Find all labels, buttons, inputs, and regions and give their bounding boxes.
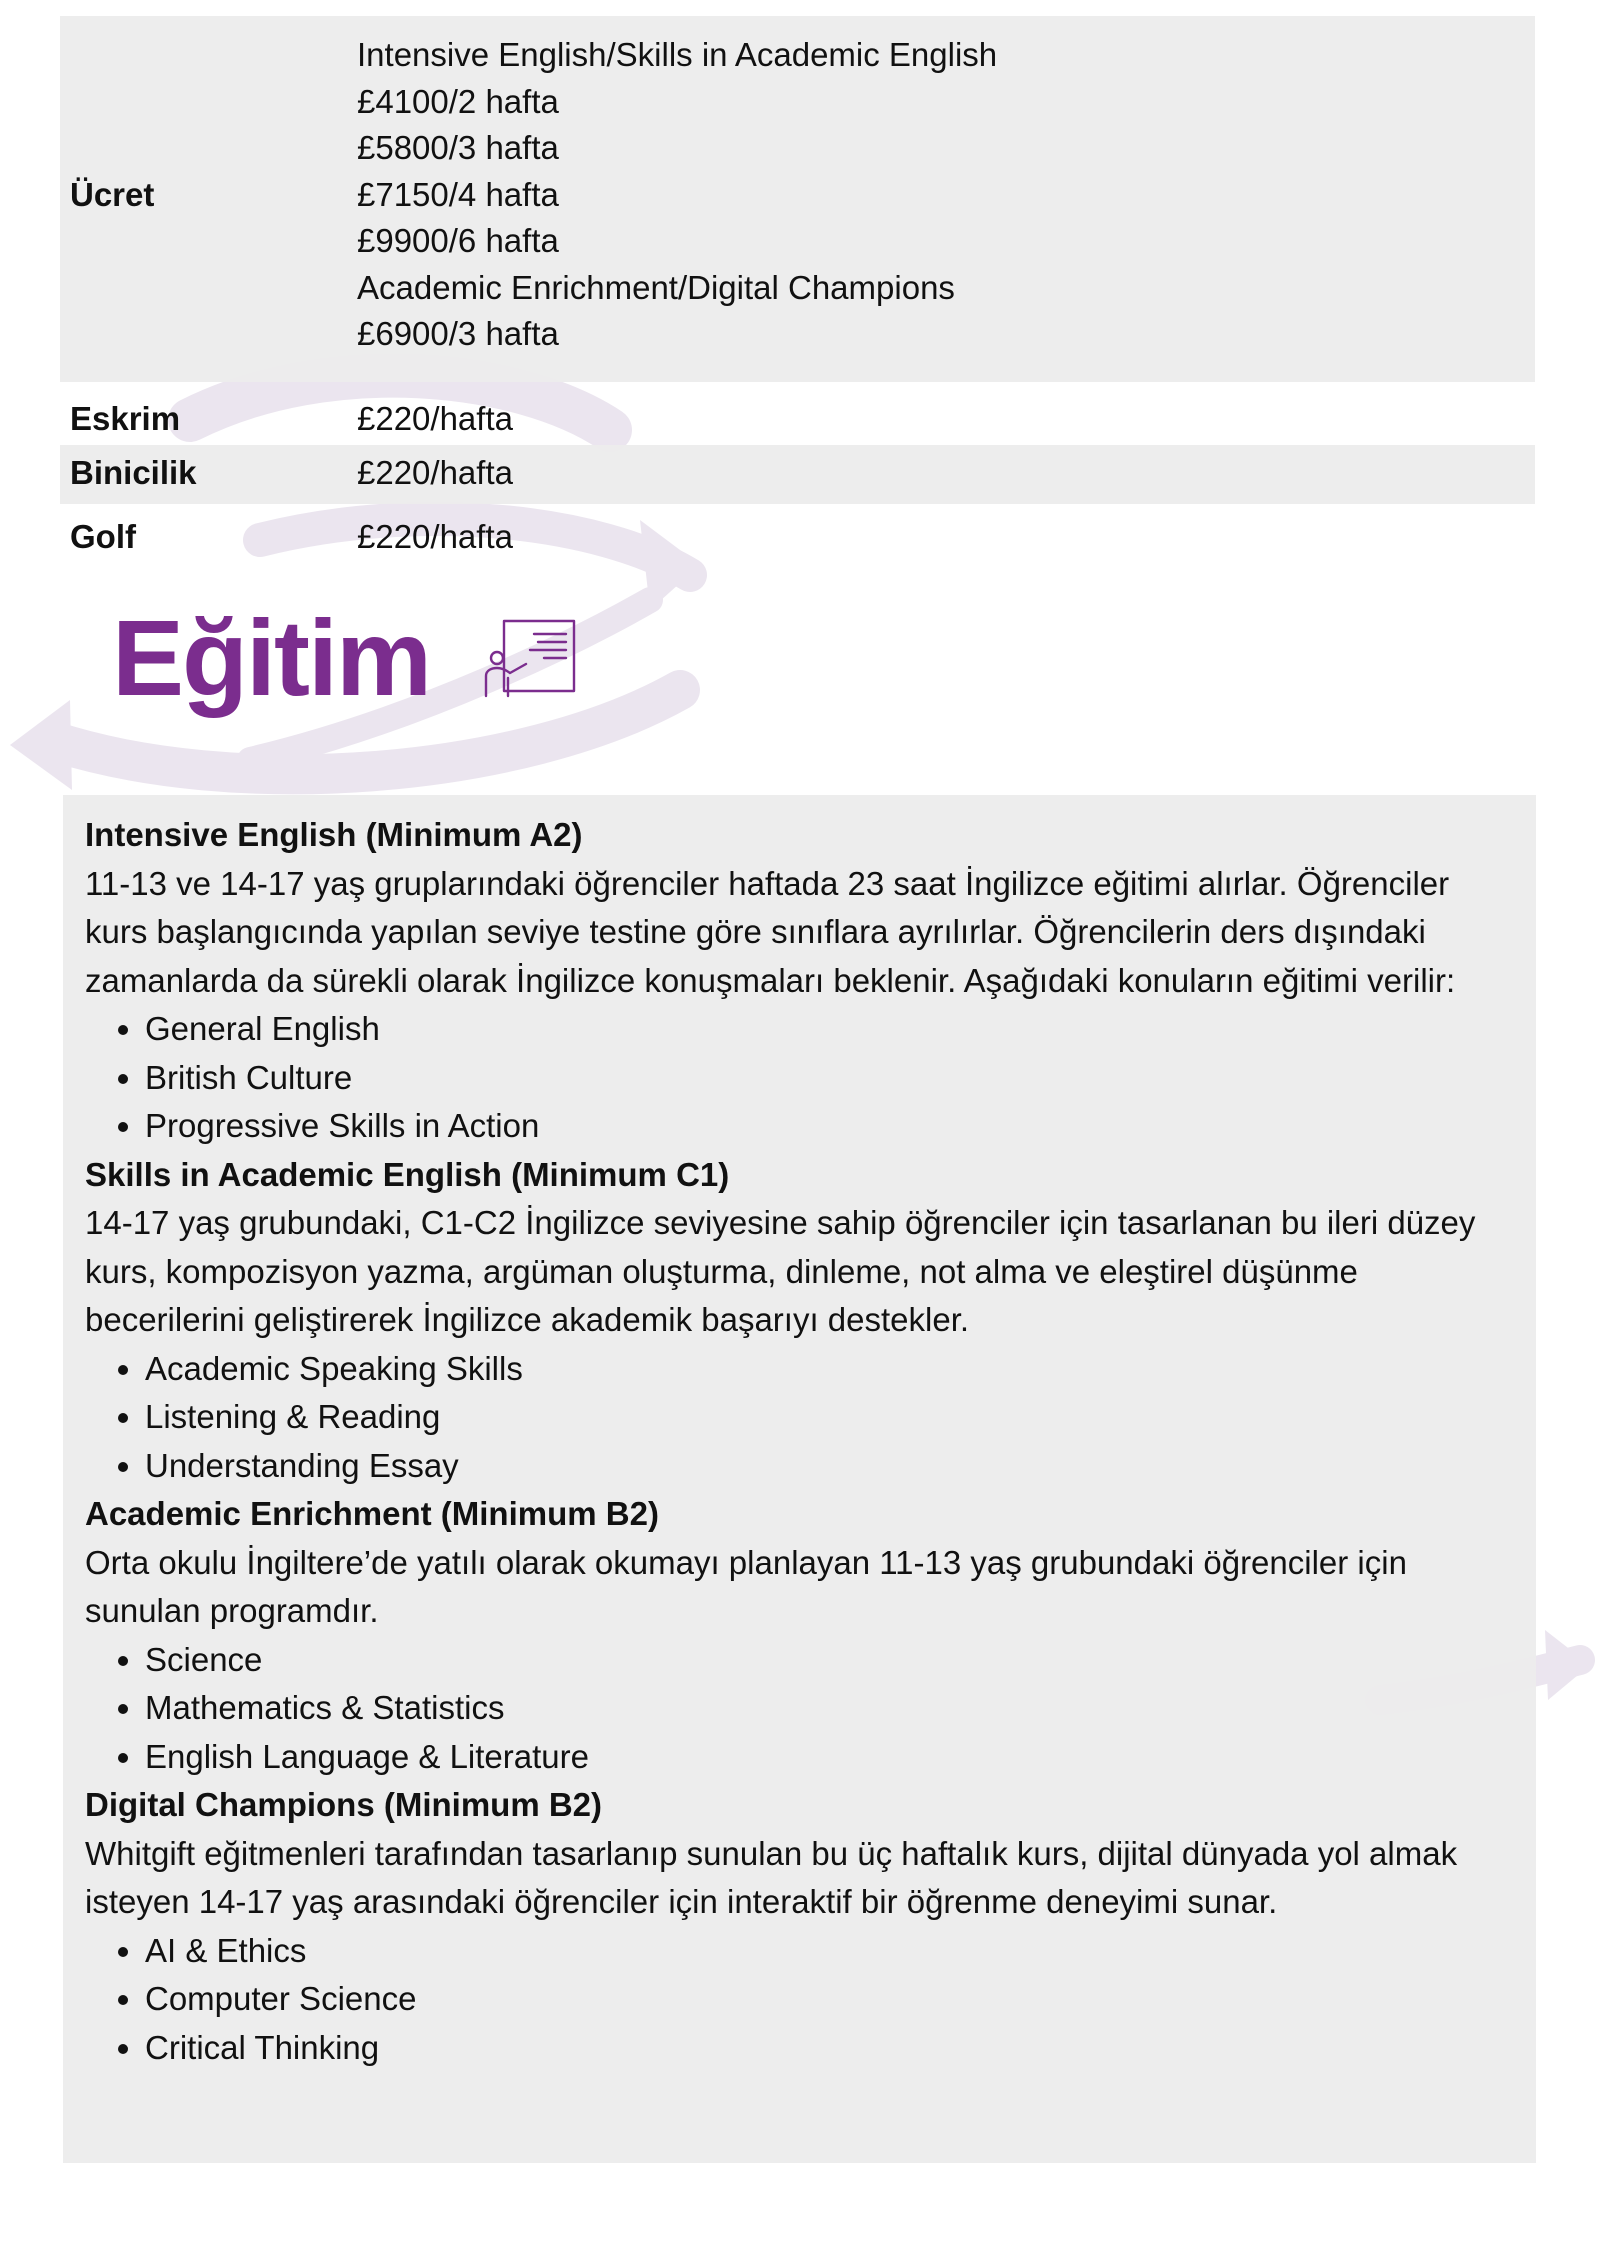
fee-values <box>357 32 1535 358</box>
fee-values <box>357 450 1535 497</box>
fee-values <box>357 396 1535 443</box>
fee-value: £220/hafta <box>357 399 513 437</box>
course-section <box>85 1781 1514 2072</box>
fee-value: Academic Enrichment/Digital Champions <box>357 268 955 306</box>
course-description: Orta okulu İngiltere’de yatılı olarak okumayı planlayan 11-13 yaş grubundaki öğrenciler için sunulan programdır. <box>85 1543 1407 1629</box>
course-topic-list <box>85 1927 1514 2073</box>
fee-value: £9900/6 hafta <box>357 222 559 259</box>
list-item: • Listening & Reading <box>145 1393 1514 1442</box>
fee-value: £6900/3 hafta <box>357 315 559 352</box>
fee-label: Binicilik <box>70 454 197 491</box>
fee-value: £7150/4 hafta <box>357 175 559 213</box>
education-heading <box>112 598 578 718</box>
list-item: • British Culture <box>145 1054 1514 1103</box>
fee-label: Ücret <box>70 175 155 213</box>
list-item: • Critical Thinking <box>145 2024 1514 2073</box>
fee-value: Intensive English/Skills in Academic English <box>357 36 998 73</box>
course-section <box>85 1151 1514 1491</box>
list-item: • General English <box>145 1005 1514 1054</box>
fee-value: £4100/2 hafta <box>357 82 559 120</box>
fee-row-eskrim <box>60 382 1535 446</box>
list-item: • Computer Science <box>145 1975 1514 2024</box>
list-item: • English Language & Literature <box>145 1733 1514 1782</box>
course-topic-list <box>85 1345 1514 1491</box>
course-topic-list <box>85 1636 1514 1782</box>
course-title: Digital Champions (Minimum B2) <box>85 1786 603 1823</box>
fee-value: £220/hafta <box>357 454 513 491</box>
course-description: 11-13 ve 14-17 yaş gruplarındaki öğrenciler haftada 23 saat İngilizce eğitimi alırlar. Öğrenciler kurs başlangıcında yapılan seviye testine göre sınıflara ayrılırlar. Öğrencilerin ders dışındaki zamanlarda da sürekli olarak İngilizce konuşmaları beklenir. Aşağıdaki konuların eğitimi verilir: <box>85 864 1456 999</box>
course-description: 14-17 yaş grubundaki, C1-C2 İngilizce seviyesine sahip öğrenciler için tasarlanan bu ileri düzey kurs, kompozisyon yazma, argüman oluşturma, dinleme, not alma ve eleştirel düşünme becerilerini geliştirerek İngilizce akademik başarıyı destekler. <box>85 1204 1476 1338</box>
fee-row-ucret <box>60 16 1535 382</box>
fee-value: £220/hafta <box>357 517 513 555</box>
fee-row-golf <box>60 504 1535 566</box>
section-title: Eğitim <box>112 597 431 718</box>
course-section <box>85 811 1514 1151</box>
course-title: Academic Enrichment (Minimum B2) <box>85 1495 659 1532</box>
course-section <box>85 1490 1514 1781</box>
fee-table <box>60 16 1535 565</box>
teacher-board-icon <box>482 618 578 698</box>
fee-values <box>357 514 1535 561</box>
list-item: • Science <box>145 1636 1514 1685</box>
fee-label: Eskrim <box>70 399 181 437</box>
list-item: • Progressive Skills in Action <box>145 1102 1514 1151</box>
list-item: • Understanding Essay <box>145 1442 1514 1491</box>
course-description: Whitgift eğitmenleri tarafından tasarlanıp sunulan bu üç haftalık kurs, dijital dünyada yol almak isteyen 14-17 yaş arasındaki öğrenciler için interaktif bir öğrenme deneyimi sunar. <box>85 1834 1458 1920</box>
list-item: • AI & Ethics <box>145 1927 1514 1976</box>
education-content <box>63 795 1536 2163</box>
course-topic-list <box>85 1005 1514 1151</box>
list-item: • Mathematics & Statistics <box>145 1684 1514 1733</box>
fee-row-binicilik <box>60 445 1535 504</box>
course-title: Intensive English (Minimum A2) <box>85 816 583 853</box>
fee-label: Golf <box>70 517 136 555</box>
fee-value: £5800/3 hafta <box>357 129 559 166</box>
course-title: Skills in Academic English (Minimum C1) <box>85 1155 730 1193</box>
list-item: • Academic Speaking Skills <box>145 1345 1514 1394</box>
